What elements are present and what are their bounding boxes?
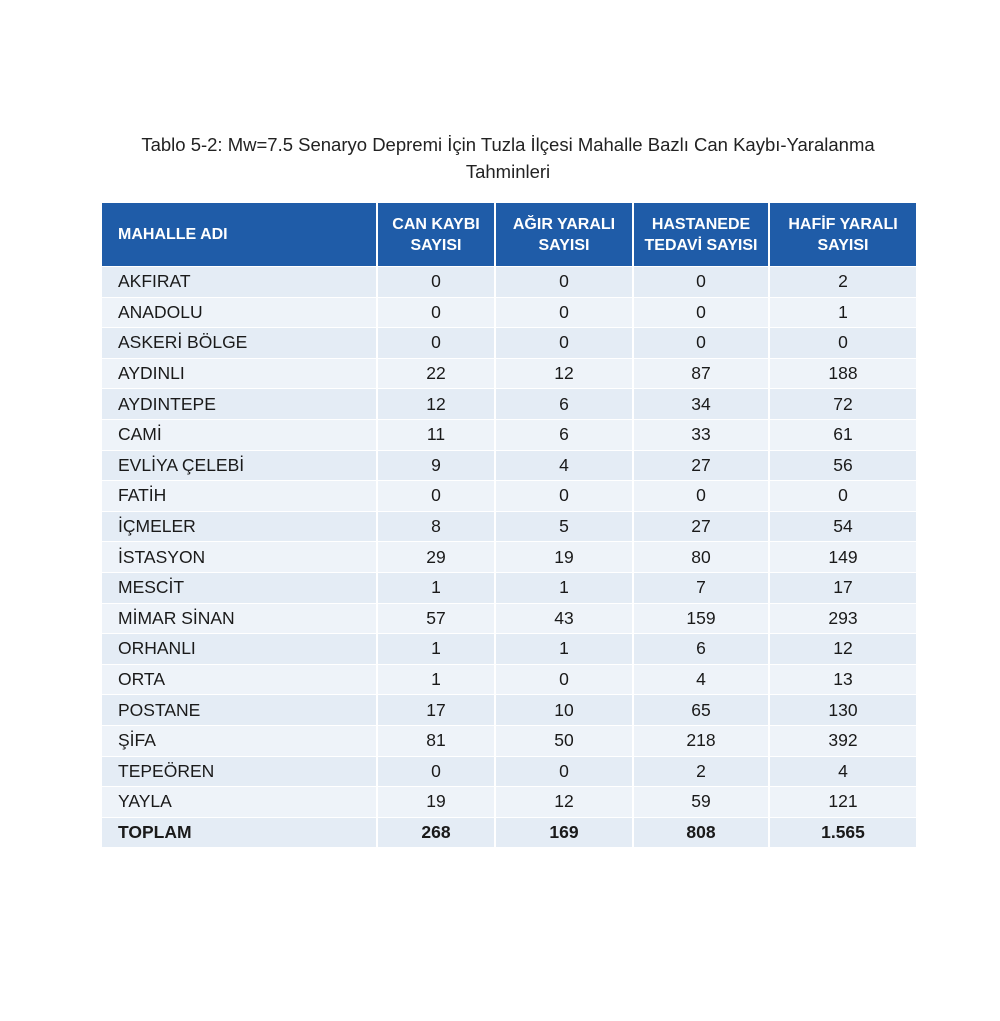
table-row (102, 511, 916, 542)
cell-value: 7 (634, 572, 770, 603)
table-row (102, 603, 916, 634)
cell-value: 2 (634, 756, 770, 787)
table-row (102, 694, 916, 725)
cell-value: 80 (634, 541, 770, 572)
cell-value: 19 (496, 541, 634, 572)
cell-value: 33 (634, 419, 770, 450)
cell-value: 5 (496, 511, 634, 542)
cell-value: 0 (634, 327, 770, 358)
cell-value: 9 (378, 450, 496, 481)
header-label: SAYISI (817, 236, 869, 254)
cell-value: 149 (770, 541, 916, 572)
table-row (102, 786, 916, 817)
cell-value: 10 (496, 694, 634, 725)
table-row (102, 664, 916, 695)
header-can-kaybi (378, 203, 496, 266)
header-label: TEDAVİ SAYISI (644, 236, 758, 254)
cell-value: 1 (378, 664, 496, 695)
cell-value: 19 (378, 786, 496, 817)
header-hafif-yarali (770, 203, 916, 266)
cell-value: 17 (770, 572, 916, 603)
table-row (102, 419, 916, 450)
cell-value: 56 (770, 450, 916, 481)
cell-value: 6 (496, 388, 634, 419)
cell-value: 0 (378, 266, 496, 297)
cell-value: 4 (496, 450, 634, 481)
header-mahalle-adi (102, 203, 378, 266)
cell-value: 54 (770, 511, 916, 542)
cell-value: 1 (378, 572, 496, 603)
caption-line-2: Tahminleri (465, 161, 551, 182)
cell-mahalle: ORHANLI (102, 633, 378, 664)
cell-value: 4 (770, 756, 916, 787)
total-row (102, 817, 916, 848)
header-label: HASTANEDE (651, 215, 751, 233)
cell-value: 0 (378, 756, 496, 787)
cell-value: 65 (634, 694, 770, 725)
cell-mahalle: MESCİT (102, 572, 378, 603)
cell-value: 159 (634, 603, 770, 634)
caption-line-1: Tablo 5-2: Mw=7.5 Senaryo Depremi İçin Tuzla İlçesi Mahalle Bazlı Can Kaybı-Yaralanma (141, 134, 875, 155)
cell-value: 4 (634, 664, 770, 695)
cell-value: 0 (496, 327, 634, 358)
table-row (102, 358, 916, 389)
table-row (102, 633, 916, 664)
cell-value: 0 (634, 480, 770, 511)
cell-mahalle: AYDINTEPE (102, 388, 378, 419)
cell-value: 50 (496, 725, 634, 756)
cell-value: 0 (770, 327, 916, 358)
cell-value: 81 (378, 725, 496, 756)
cell-value: 0 (496, 297, 634, 328)
cell-value: 13 (770, 664, 916, 695)
cell-value: 0 (496, 480, 634, 511)
cell-mahalle: AYDINLI (102, 358, 378, 389)
cell-value: 121 (770, 786, 916, 817)
cell-value: 22 (378, 358, 496, 389)
table-caption (100, 131, 916, 185)
cell-mahalle: POSTANE (102, 694, 378, 725)
table-row (102, 388, 916, 419)
cell-value: 12 (496, 786, 634, 817)
cell-value: 34 (634, 388, 770, 419)
cell-value: 0 (496, 266, 634, 297)
cell-value: 29 (378, 541, 496, 572)
cell-value: 2 (770, 266, 916, 297)
cell-value: 11 (378, 419, 496, 450)
table-row (102, 297, 916, 328)
header-agir-yarali (496, 203, 634, 266)
cell-value: 12 (378, 388, 496, 419)
cell-mahalle: EVLİYA ÇELEBİ (102, 450, 378, 481)
cell-value: 218 (634, 725, 770, 756)
cell-value: 8 (378, 511, 496, 542)
cell-value: 0 (378, 327, 496, 358)
casualty-table (102, 203, 916, 847)
cell-value: 43 (496, 603, 634, 634)
cell-value: 6 (634, 633, 770, 664)
header-label: MAHALLE ADI (118, 226, 228, 243)
cell-mahalle: CAMİ (102, 419, 378, 450)
cell-value: 12 (770, 633, 916, 664)
cell-value: 57 (378, 603, 496, 634)
cell-value: 12 (496, 358, 634, 389)
cell-value: 188 (770, 358, 916, 389)
table-row (102, 725, 916, 756)
cell-value: 1 (496, 633, 634, 664)
header-hastanede-tedavi (634, 203, 770, 266)
table-row (102, 572, 916, 603)
cell-value: 0 (496, 664, 634, 695)
table-row (102, 266, 916, 297)
cell-mahalle: MİMAR SİNAN (102, 603, 378, 634)
cell-value: 1 (496, 572, 634, 603)
cell-value: 169 (496, 817, 634, 848)
cell-value: 1 (770, 297, 916, 328)
cell-value: 61 (770, 419, 916, 450)
header-label: CAN KAYBI (392, 215, 480, 233)
cell-mahalle: TOPLAM (102, 817, 378, 848)
cell-mahalle: ASKERİ BÖLGE (102, 327, 378, 358)
header-row (102, 203, 916, 266)
table-row (102, 756, 916, 787)
cell-mahalle: ANADOLU (102, 297, 378, 328)
table-body (102, 266, 916, 847)
cell-value: 27 (634, 450, 770, 481)
table-row (102, 327, 916, 358)
header-label: AĞIR YARALI (512, 215, 616, 233)
cell-value: 0 (378, 297, 496, 328)
cell-value: 0 (634, 266, 770, 297)
cell-value: 27 (634, 511, 770, 542)
cell-value: 6 (496, 419, 634, 450)
cell-mahalle: AKFIRAT (102, 266, 378, 297)
header-label: SAYISI (410, 236, 462, 254)
cell-value: 59 (634, 786, 770, 817)
cell-value: 392 (770, 725, 916, 756)
cell-value: 72 (770, 388, 916, 419)
cell-value: 0 (770, 480, 916, 511)
table-row (102, 541, 916, 572)
table-row (102, 480, 916, 511)
cell-value: 0 (378, 480, 496, 511)
header-label: HAFİF YARALI (788, 215, 898, 233)
cell-mahalle: İSTASYON (102, 541, 378, 572)
header-label: SAYISI (538, 236, 590, 254)
cell-value: 0 (496, 756, 634, 787)
table-row (102, 450, 916, 481)
cell-mahalle: ORTA (102, 664, 378, 695)
cell-mahalle: ŞİFA (102, 725, 378, 756)
cell-value: 268 (378, 817, 496, 848)
cell-mahalle: İÇMELER (102, 511, 378, 542)
cell-mahalle: FATİH (102, 480, 378, 511)
cell-mahalle: YAYLA (102, 786, 378, 817)
cell-value: 808 (634, 817, 770, 848)
cell-value: 0 (634, 297, 770, 328)
cell-mahalle: TEPEÖREN (102, 756, 378, 787)
cell-value: 1.565 (770, 817, 916, 848)
cell-value: 87 (634, 358, 770, 389)
cell-value: 293 (770, 603, 916, 634)
cell-value: 17 (378, 694, 496, 725)
cell-value: 1 (378, 633, 496, 664)
cell-value: 130 (770, 694, 916, 725)
